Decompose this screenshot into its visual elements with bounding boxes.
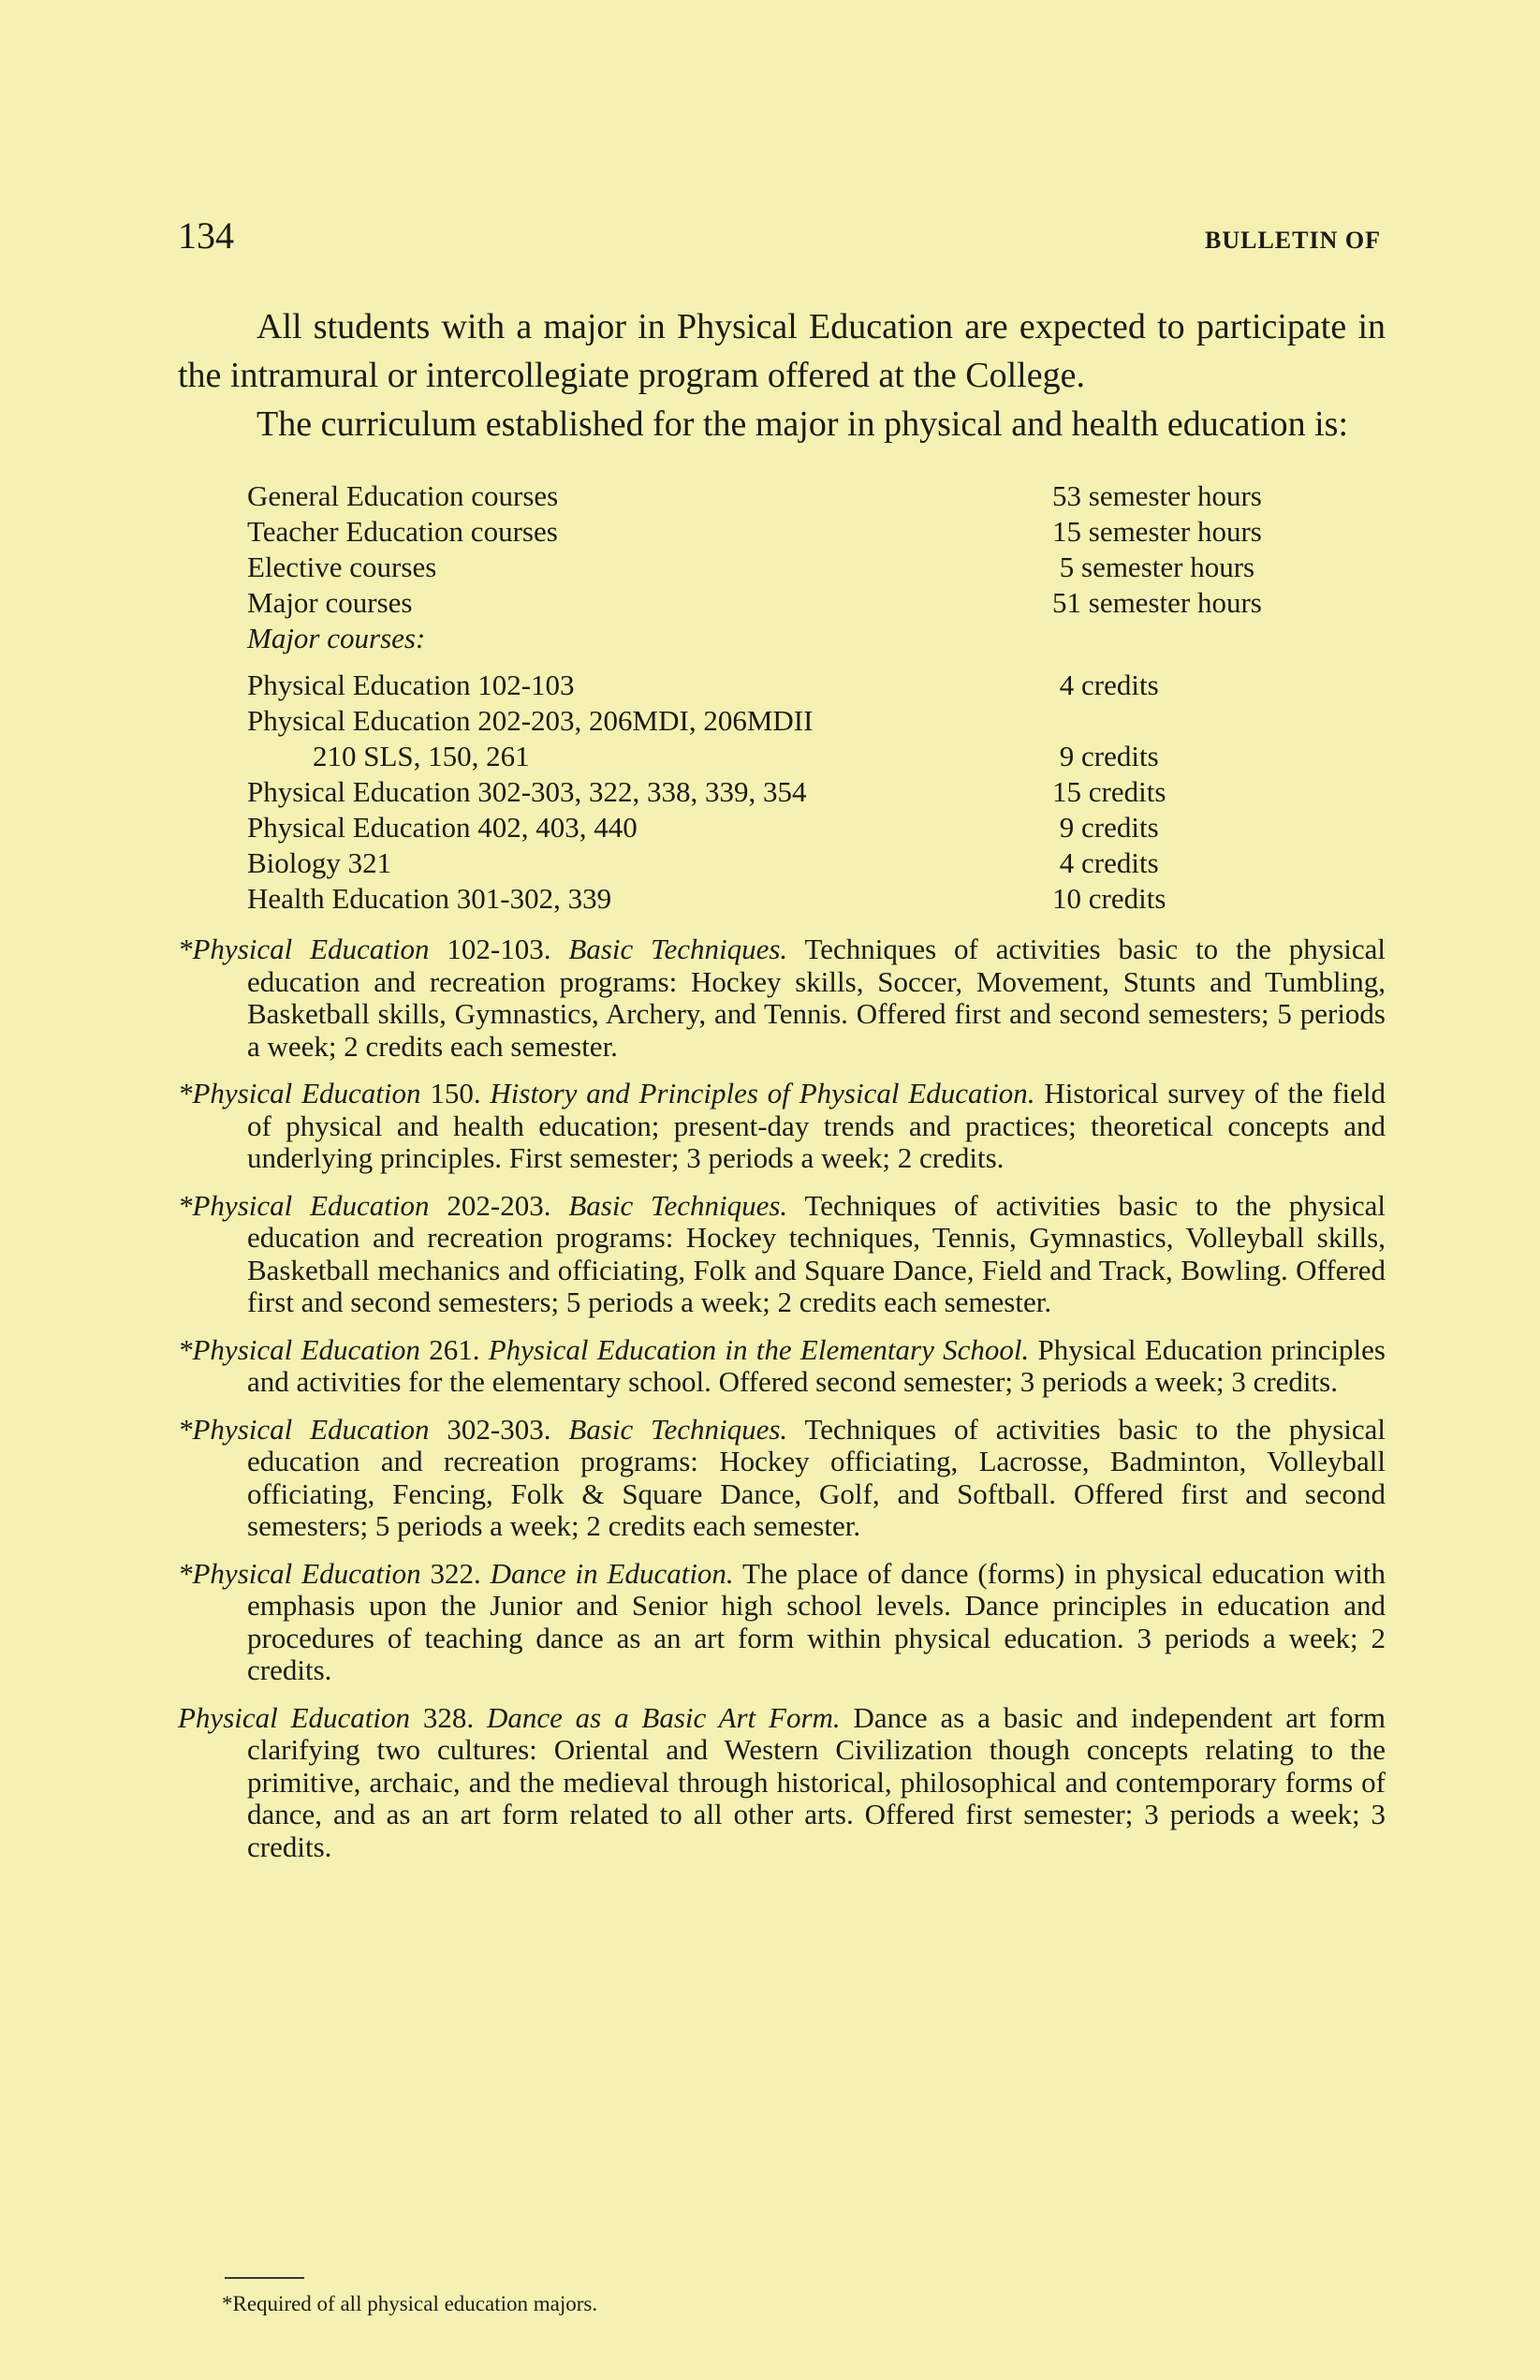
major-row [247,810,1324,845]
course-entry [178,1078,1386,1175]
course-entry [178,1558,1386,1687]
course-dept: *Physical Education [178,1077,421,1109]
row-label: Health Education 301-302, 339 [247,882,612,915]
row-amount: 9 credits [1052,740,1159,772]
row-label: Physical Education 202-203, 206MDI, 206MDII [247,704,814,737]
major-row [247,739,1324,774]
course-text: The place of dance (forms) in physical education with emphasis upon the Junior and Senior high school levels. Dance principles in education and procedures of teaching dance as an art form within physical education. 3 periods a week; 2 credits. [247,1556,1386,1686]
row-label: Elective courses [247,551,437,583]
row-amount: 4 credits [1052,846,1159,879]
course-dept: *Physical Education [178,1188,430,1222]
intro-paragraph: The curriculum established for the major in physical and health education is: [257,404,1349,444]
major-row [247,703,1324,739]
row-label: Physical Education 402, 403, 440 [247,811,638,844]
major-row [247,845,1324,881]
row-label: General Education courses [247,479,559,512]
curriculum-row [247,550,1324,585]
course-text: Techniques of activities basic to the physical education and recreation programs: Hockey officiating, Lacrosse, Badminton, Volleyball officiating, Fencing, Folk & Square Dance, Golf, and Softball. Offered first and second semesters; 5 periods a week; 2 credits each semester. [247,1412,1386,1542]
running-title: BULLETIN OF [1205,227,1381,254]
course-dept: *Physical Education [178,1332,420,1366]
course-number: 261. [429,1332,480,1366]
course-number: 328. [422,1700,475,1734]
curriculum-row [247,585,1324,621]
row-label: 210 SLS, 150, 261 [313,740,530,772]
course-text: Techniques of activities basic to the physical education and recreation programs: Hockey techniques, Tennis, Gymnastics, Volleyball skills, Basketball mechanics and officiating, Folk and Square Dance, Field and Track, Bowling. Offered first and second semesters; 5 periods a week; 2 credits each semester. [247,1188,1386,1318]
course-dept: *Physical Education [178,1556,421,1590]
row-label: Teacher Education courses [247,515,558,548]
row-label: Biology 321 [247,846,392,879]
course-dept: *Physical Education [178,933,430,965]
curriculum-row [247,478,1324,514]
row-label: Physical Education 102-103 [247,668,575,701]
course-number: 102-103. [447,933,551,965]
course-number: 202-203. [447,1188,551,1222]
major-row [247,881,1324,917]
major-row [247,774,1324,810]
course-text: Techniques of activities basic to the physical education and recreation programs: Hockey skills, Soccer, Movement, Stunts and Tumbling, Basketball skills, Gymnastics, Archery, and Tennis. Offered first and second semesters; 5 periods a week; 2 credits each semester. [247,933,1386,1063]
course-text: Dance as a basic and independent art form clarifying two cultures: Oriental and Western Civilization though concepts relating to the primitive, archaic, and the medieval through historical, philosophical and contemporary forms of dance, and as an art form related to all other arts. Offered first semester; 3 periods a week; 3 credits. [247,1700,1386,1863]
course-number: 302-303. [447,1412,551,1446]
course-descriptions [178,933,1386,1863]
intro-paragraph: All students with a major in Physical Education are expected to participate in the intramural or intercollegiate program offered at the College. [178,307,1386,395]
row-amount: 5 semester hours [1052,551,1255,583]
intro-section [178,302,1386,448]
curriculum-table [247,478,1324,917]
course-entry [178,1190,1386,1319]
major-row [247,668,1324,703]
course-number: 322. [430,1556,481,1590]
course-title: Dance in Education. [490,1556,734,1590]
row-amount: 53 semester hours [1052,479,1262,512]
course-number: 150. [430,1077,481,1109]
course-title: Basic Techniques. [568,1188,788,1222]
course-title: Basic Techniques. [568,1412,788,1446]
course-text: Historical survey of the field of physical and health education; present-day trends and practices; theoretical concepts and underlying principles. First semester; 3 periods a week; 2 credits. [247,1077,1386,1174]
row-amount: 9 credits [1052,811,1159,844]
course-text: Physical Education principles and activities for the elementary school. Offered second semester; 3 periods a week; 3 credits. [247,1332,1386,1398]
course-dept: *Physical Education [178,1412,430,1446]
page-content [178,213,1386,1878]
course-title: Physical Education in the Elementary School. [488,1332,1030,1366]
footnote: *Required of all physical education majors. [222,2292,598,2315]
row-label: Physical Education 302-303, 322, 338, 339, 354 [247,775,807,808]
course-title: Basic Techniques. [568,933,788,965]
row-amount: 51 semester hours [1052,586,1262,619]
page-number: 134 [178,214,234,257]
row-label: Major courses [247,586,413,619]
curriculum-row [247,514,1324,550]
row-amount: 15 semester hours [1052,515,1262,548]
page-header [178,213,1386,257]
course-entry [178,1334,1386,1399]
course-dept: Physical Education [178,1700,410,1734]
row-amount: 15 credits [1052,775,1166,808]
course-entry [178,1414,1386,1543]
course-entry [178,1702,1386,1864]
row-amount [1052,703,1324,739]
major-courses-heading: Major courses: [247,622,426,654]
course-title: History and Principles of Physical Education. [490,1077,1035,1109]
row-amount: 4 credits [1052,668,1159,701]
course-entry [178,933,1386,1063]
footnote-divider [225,2277,304,2279]
row-amount: 10 credits [1052,882,1166,915]
course-title: Dance as a Basic Art Form. [486,1700,841,1734]
